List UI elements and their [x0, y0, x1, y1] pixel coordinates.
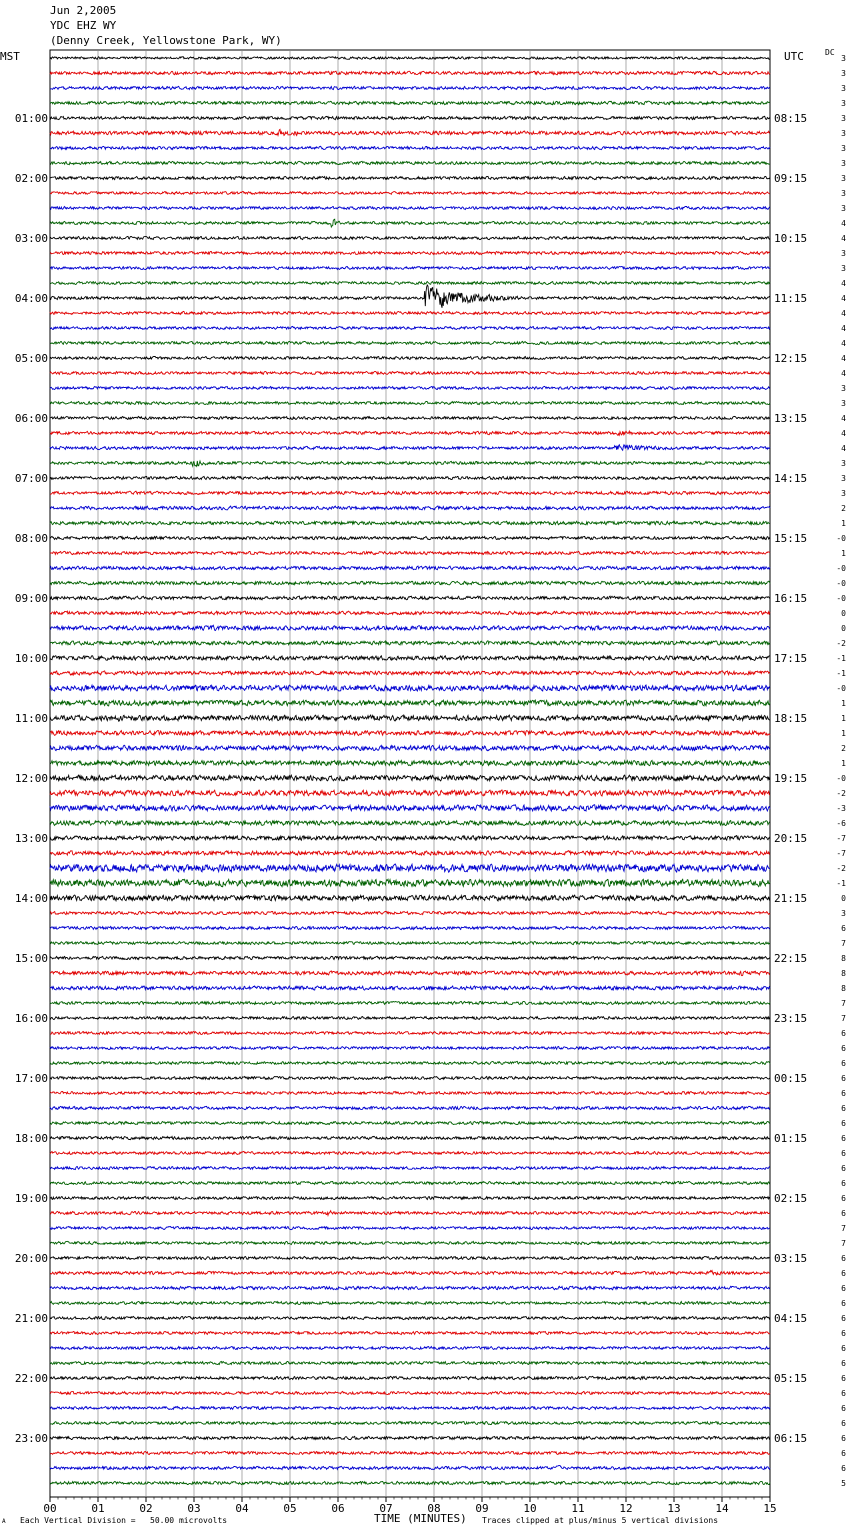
x-tick-label: 14: [715, 1502, 729, 1515]
mst-hour-label: 12:00: [14, 772, 48, 785]
trace-line: [50, 1376, 770, 1379]
trace-line: [50, 1167, 770, 1170]
trace-line: [50, 1347, 770, 1350]
dc-offset-label: -0: [836, 684, 846, 693]
dc-offset-label: -3: [836, 804, 846, 813]
trace-line: [50, 207, 770, 210]
dc-offset-label: 1: [841, 759, 846, 768]
trace-line: [50, 700, 770, 706]
trace-line: [50, 476, 770, 479]
trace-line: [50, 1031, 770, 1034]
x-tick-label: 08: [427, 1502, 441, 1515]
dc-offset-label: 2: [841, 504, 846, 513]
utc-hour-label: 03:15: [774, 1252, 808, 1265]
trace-line: [50, 611, 770, 615]
utc-hour-label: 13:15: [774, 412, 808, 425]
dc-offset-label: 6: [841, 1374, 846, 1383]
trace-line: [50, 116, 770, 119]
mst-hour-label: 05:00: [14, 352, 48, 365]
trace-line: [50, 266, 770, 269]
trace-line: [50, 219, 770, 227]
dc-offset-label: -7: [836, 834, 846, 843]
trace-line: [50, 1361, 770, 1364]
x-tick-label: 13: [667, 1502, 681, 1515]
dc-offset-label: 3: [841, 399, 846, 408]
dc-offset-label: 6: [841, 1074, 846, 1083]
dc-offset-label: 0: [841, 894, 846, 903]
utc-hour-label: 21:15: [774, 892, 808, 905]
trace-line: [50, 715, 770, 721]
trace-line: [50, 641, 770, 645]
mst-hour-label: 20:00: [14, 1252, 48, 1265]
x-tick-label: 04: [235, 1502, 249, 1515]
x-tick-label: 09: [475, 1502, 489, 1515]
trace-line: [50, 879, 770, 887]
x-tick-label: 02: [139, 1502, 153, 1515]
x-tick-label: 03: [187, 1502, 201, 1515]
dc-offset-label: 4: [841, 444, 846, 453]
x-axis-title: TIME (MINUTES): [374, 1512, 467, 1525]
dc-offset-label: 6: [841, 924, 846, 933]
trace-line: [50, 1181, 770, 1184]
dc-offset-label: 3: [841, 69, 846, 78]
trace-line: [50, 192, 770, 195]
utc-hour-label: 18:15: [774, 712, 808, 725]
dc-offset-label: 6: [841, 1344, 846, 1353]
dc-offset-label: -0: [836, 774, 846, 783]
utc-hour-label: 06:15: [774, 1432, 808, 1445]
dc-offset-label: 6: [841, 1434, 846, 1443]
dc-offset-label: 8: [841, 984, 846, 993]
dc-offset-label: 6: [841, 1149, 846, 1158]
dc-offset-label: 6: [841, 1044, 846, 1053]
dc-offset-label: 1: [841, 519, 846, 528]
trace-line: [50, 506, 770, 510]
dc-offset-label: 6: [841, 1179, 846, 1188]
trace-line: [50, 941, 770, 944]
trace-line: [50, 596, 770, 600]
dc-offset-label: 7: [841, 1239, 846, 1248]
trace-line: [50, 1106, 770, 1109]
utc-hour-label: 19:15: [774, 772, 808, 785]
mst-hour-label: 03:00: [14, 232, 48, 245]
trace-line: [50, 551, 770, 554]
dc-offset-label: 6: [841, 1449, 846, 1458]
trace-line: [50, 129, 770, 135]
trace-line: [50, 536, 770, 539]
dc-offset-label: 4: [841, 414, 846, 423]
utc-hour-label: 08:15: [774, 112, 808, 125]
utc-hour-label: 16:15: [774, 592, 808, 605]
trace-line: [50, 1256, 770, 1259]
trace-line: [50, 281, 770, 284]
left-timezone-label: MST: [0, 50, 20, 63]
dc-offset-label: 3: [841, 84, 846, 93]
mst-hour-label: 06:00: [14, 412, 48, 425]
trace-line: [50, 805, 770, 811]
dc-offset-label: -0: [836, 564, 846, 573]
footer-corner-mark: A: [2, 1518, 6, 1525]
utc-hour-label: 09:15: [774, 172, 808, 185]
dc-offset-label: 3: [841, 144, 846, 153]
trace-line: [50, 1077, 770, 1080]
utc-hour-label: 11:15: [774, 292, 808, 305]
trace-line: [50, 956, 770, 959]
trace-line: [50, 161, 770, 164]
mst-hour-label: 16:00: [14, 1012, 48, 1025]
trace-line: [50, 1422, 770, 1425]
trace-line: [50, 1465, 770, 1469]
dc-offset-label: 3: [841, 159, 846, 168]
trace-line: [50, 491, 770, 495]
utc-hour-label: 10:15: [774, 232, 808, 245]
trace-line: [50, 895, 770, 901]
mst-hour-label: 23:00: [14, 1432, 48, 1445]
mst-hour-label: 13:00: [14, 832, 48, 845]
dc-offset-label: 3: [841, 99, 846, 108]
trace-line: [50, 864, 770, 872]
trace-line: [50, 775, 770, 781]
trace-line: [50, 1481, 770, 1484]
trace-line: [50, 656, 770, 661]
trace-line: [50, 911, 770, 914]
trace-line: [50, 521, 770, 525]
dc-offset-label: 4: [841, 354, 846, 363]
utc-hour-label: 23:15: [774, 1012, 808, 1025]
trace-line: [50, 176, 770, 179]
trace-line: [50, 326, 770, 329]
trace-line: [50, 86, 770, 89]
trace-line: [50, 625, 770, 630]
trace-line: [50, 1121, 770, 1124]
trace-line: [50, 1061, 770, 1064]
trace-line: [50, 1016, 770, 1019]
chart-traces: [50, 57, 770, 1485]
utc-hour-label: 14:15: [774, 472, 808, 485]
dc-offset-label: 4: [841, 309, 846, 318]
x-tick-label: 01: [91, 1502, 105, 1515]
trace-line: [50, 821, 770, 826]
trace-line: [50, 1091, 770, 1094]
trace-line: [50, 1391, 770, 1394]
trace-line: [50, 1196, 770, 1199]
trace-line: [50, 461, 770, 467]
dc-offset-label: 6: [841, 1209, 846, 1218]
trace-line: [50, 1436, 770, 1439]
trace-line: [50, 1316, 770, 1319]
trace-line: [50, 1227, 770, 1230]
trace-line: [50, 101, 770, 105]
right-timezone-label: UTC: [784, 50, 804, 63]
dc-offset-label: 1: [841, 699, 846, 708]
mst-hour-label: 08:00: [14, 532, 48, 545]
dc-offset-label: 3: [841, 54, 846, 63]
trace-line: [50, 1151, 770, 1154]
trace-line: [50, 1241, 770, 1244]
trace-line: [50, 416, 770, 419]
dc-offset-label: 6: [841, 1059, 846, 1068]
dc-offset-label: 0: [841, 624, 846, 633]
mst-hour-label: 07:00: [14, 472, 48, 485]
mst-hour-label: 01:00: [14, 112, 48, 125]
dc-offset-label: 4: [841, 279, 846, 288]
dc-offset-label: 8: [841, 954, 846, 963]
dc-offset-label: -2: [836, 789, 846, 798]
dc-offset-label: 7: [841, 999, 846, 1008]
mst-hour-label: 19:00: [14, 1192, 48, 1205]
utc-hour-label: 15:15: [774, 532, 808, 545]
mst-hour-label: 10:00: [14, 652, 48, 665]
footer-scale-note: Each Vertical Division = 50.00 microvolts: [20, 1516, 228, 1525]
utc-hour-label: 00:15: [774, 1072, 808, 1085]
dc-offset-label: 3: [841, 474, 846, 483]
dc-offset-label: 4: [841, 294, 846, 303]
trace-line: [50, 57, 770, 60]
mst-hour-label: 21:00: [14, 1312, 48, 1325]
trace-line: [50, 1406, 770, 1409]
x-tick-label: 11: [571, 1502, 585, 1515]
utc-hour-label: 05:15: [774, 1372, 808, 1385]
trace-line: [50, 311, 770, 314]
trace-line: [50, 581, 770, 585]
dc-offset-label: 6: [841, 1299, 846, 1308]
dc-offset-label: -2: [836, 639, 846, 648]
trace-line: [50, 745, 770, 750]
dc-offset-label: -1: [836, 669, 846, 678]
dc-offset-label: 8: [841, 969, 846, 978]
trace-line: [50, 1211, 770, 1216]
dc-offset-label: 4: [841, 369, 846, 378]
trace-line: [50, 236, 770, 239]
trace-line: [50, 251, 770, 254]
dc-offset-label: 3: [841, 204, 846, 213]
x-tick-label: 07: [379, 1502, 393, 1515]
trace-line: [50, 146, 770, 149]
trace-line: [50, 986, 770, 990]
trace-line: [50, 341, 770, 344]
trace-line: [50, 401, 770, 404]
dc-offset-label: 0: [841, 609, 846, 618]
trace-line: [50, 1001, 770, 1004]
dc-offset-label: 4: [841, 324, 846, 333]
dc-column-label: DC: [825, 48, 835, 57]
dc-offset-label: 3: [841, 909, 846, 918]
mst-hour-label: 14:00: [14, 892, 48, 905]
dc-offset-label: -0: [836, 534, 846, 543]
dc-offset-label: 6: [841, 1419, 846, 1428]
dc-offset-label: -1: [836, 654, 846, 663]
trace-line: [50, 971, 770, 976]
utc-hour-label: 22:15: [774, 952, 808, 965]
dc-offset-label: 4: [841, 429, 846, 438]
chart-labels: [15, 54, 846, 1515]
dc-offset-label: 6: [841, 1104, 846, 1113]
dc-offset-label: 1: [841, 714, 846, 723]
trace-line: [50, 386, 770, 389]
dc-offset-label: 3: [841, 459, 846, 468]
dc-offset-label: 3: [841, 489, 846, 498]
dc-offset-label: 6: [841, 1359, 846, 1368]
dc-offset-label: -0: [836, 579, 846, 588]
dc-offset-label: 6: [841, 1269, 846, 1278]
trace-line: [50, 1046, 770, 1049]
dc-offset-label: 6: [841, 1194, 846, 1203]
x-tick-label: 06: [331, 1502, 345, 1515]
dc-offset-label: 6: [841, 1164, 846, 1173]
mst-hour-label: 11:00: [14, 712, 48, 725]
utc-hour-label: 02:15: [774, 1192, 808, 1205]
dc-offset-label: 3: [841, 129, 846, 138]
dc-offset-label: 6: [841, 1464, 846, 1473]
header-station: YDC EHZ WY: [50, 19, 117, 32]
trace-line: [50, 1302, 770, 1305]
dc-offset-label: 6: [841, 1089, 846, 1098]
header-date: Jun 2,2005: [50, 4, 117, 17]
trace-line: [50, 685, 770, 691]
dc-offset-label: 1: [841, 549, 846, 558]
trace-line: [50, 566, 770, 570]
dc-offset-label: -7: [836, 849, 846, 858]
trace-line: [50, 431, 770, 435]
trace-line: [50, 851, 770, 856]
dc-offset-label: 6: [841, 1254, 846, 1263]
dc-offset-label: -6: [836, 819, 846, 828]
mst-hour-label: 22:00: [14, 1372, 48, 1385]
x-tick-label: 05: [283, 1502, 297, 1515]
dc-offset-label: -0: [836, 594, 846, 603]
trace-line: [50, 445, 770, 451]
mst-hour-label: 18:00: [14, 1132, 48, 1145]
trace-line: [50, 1452, 770, 1455]
trace-line: [50, 356, 770, 359]
dc-offset-label: 1: [841, 729, 846, 738]
header-location: (Denny Creek, Yellowstone Park, WY): [50, 34, 282, 47]
dc-offset-label: 7: [841, 1224, 846, 1233]
dc-offset-label: 2: [841, 744, 846, 753]
x-tick-label: 10: [523, 1502, 537, 1515]
dc-offset-label: 6: [841, 1284, 846, 1293]
trace-line: [50, 1331, 770, 1334]
trace-line: [50, 1136, 770, 1139]
mst-hour-label: 04:00: [14, 292, 48, 305]
mst-hour-label: 17:00: [14, 1072, 48, 1085]
trace-line: [50, 285, 770, 308]
dc-offset-label: 6: [841, 1134, 846, 1143]
dc-offset-label: 6: [841, 1029, 846, 1038]
dc-offset-label: 6: [841, 1404, 846, 1413]
trace-line: [50, 790, 770, 796]
x-tick-label: 15: [763, 1502, 777, 1515]
trace-line: [50, 836, 770, 841]
dc-offset-label: 3: [841, 189, 846, 198]
utc-hour-label: 04:15: [774, 1312, 808, 1325]
dc-offset-label: -1: [836, 879, 846, 888]
trace-line: [50, 671, 770, 675]
dc-offset-label: 6: [841, 1119, 846, 1128]
dc-offset-label: 4: [841, 339, 846, 348]
dc-offset-label: 4: [841, 234, 846, 243]
mst-hour-label: 15:00: [14, 952, 48, 965]
trace-line: [50, 1286, 770, 1290]
dc-offset-label: 3: [841, 174, 846, 183]
dc-offset-label: 3: [841, 384, 846, 393]
trace-line: [50, 760, 770, 765]
dc-offset-label: 7: [841, 939, 846, 948]
trace-line: [50, 731, 770, 736]
trace-line: [50, 926, 770, 929]
x-tick-label: 00: [43, 1502, 57, 1515]
dc-offset-label: 3: [841, 249, 846, 258]
dc-offset-label: 5: [841, 1479, 846, 1488]
dc-offset-label: 7: [841, 1014, 846, 1023]
dc-offset-label: 4: [841, 219, 846, 228]
footer-clip-note: Traces clipped at plus/minus 5 vertical divisions: [482, 1516, 719, 1525]
utc-hour-label: 01:15: [774, 1132, 808, 1145]
dc-offset-label: 6: [841, 1389, 846, 1398]
dc-offset-label: 6: [841, 1314, 846, 1323]
utc-hour-label: 17:15: [774, 652, 808, 665]
trace-line: [50, 372, 770, 375]
dc-offset-label: -2: [836, 864, 846, 873]
utc-hour-label: 20:15: [774, 832, 808, 845]
mst-hour-label: 02:00: [14, 172, 48, 185]
utc-hour-label: 12:15: [774, 352, 808, 365]
dc-offset-label: 3: [841, 114, 846, 123]
dc-offset-label: 3: [841, 264, 846, 273]
mst-hour-label: 09:00: [14, 592, 48, 605]
trace-line: [50, 1271, 770, 1275]
dc-offset-label: 6: [841, 1329, 846, 1338]
x-tick-label: 12: [619, 1502, 633, 1515]
trace-line: [50, 71, 770, 75]
